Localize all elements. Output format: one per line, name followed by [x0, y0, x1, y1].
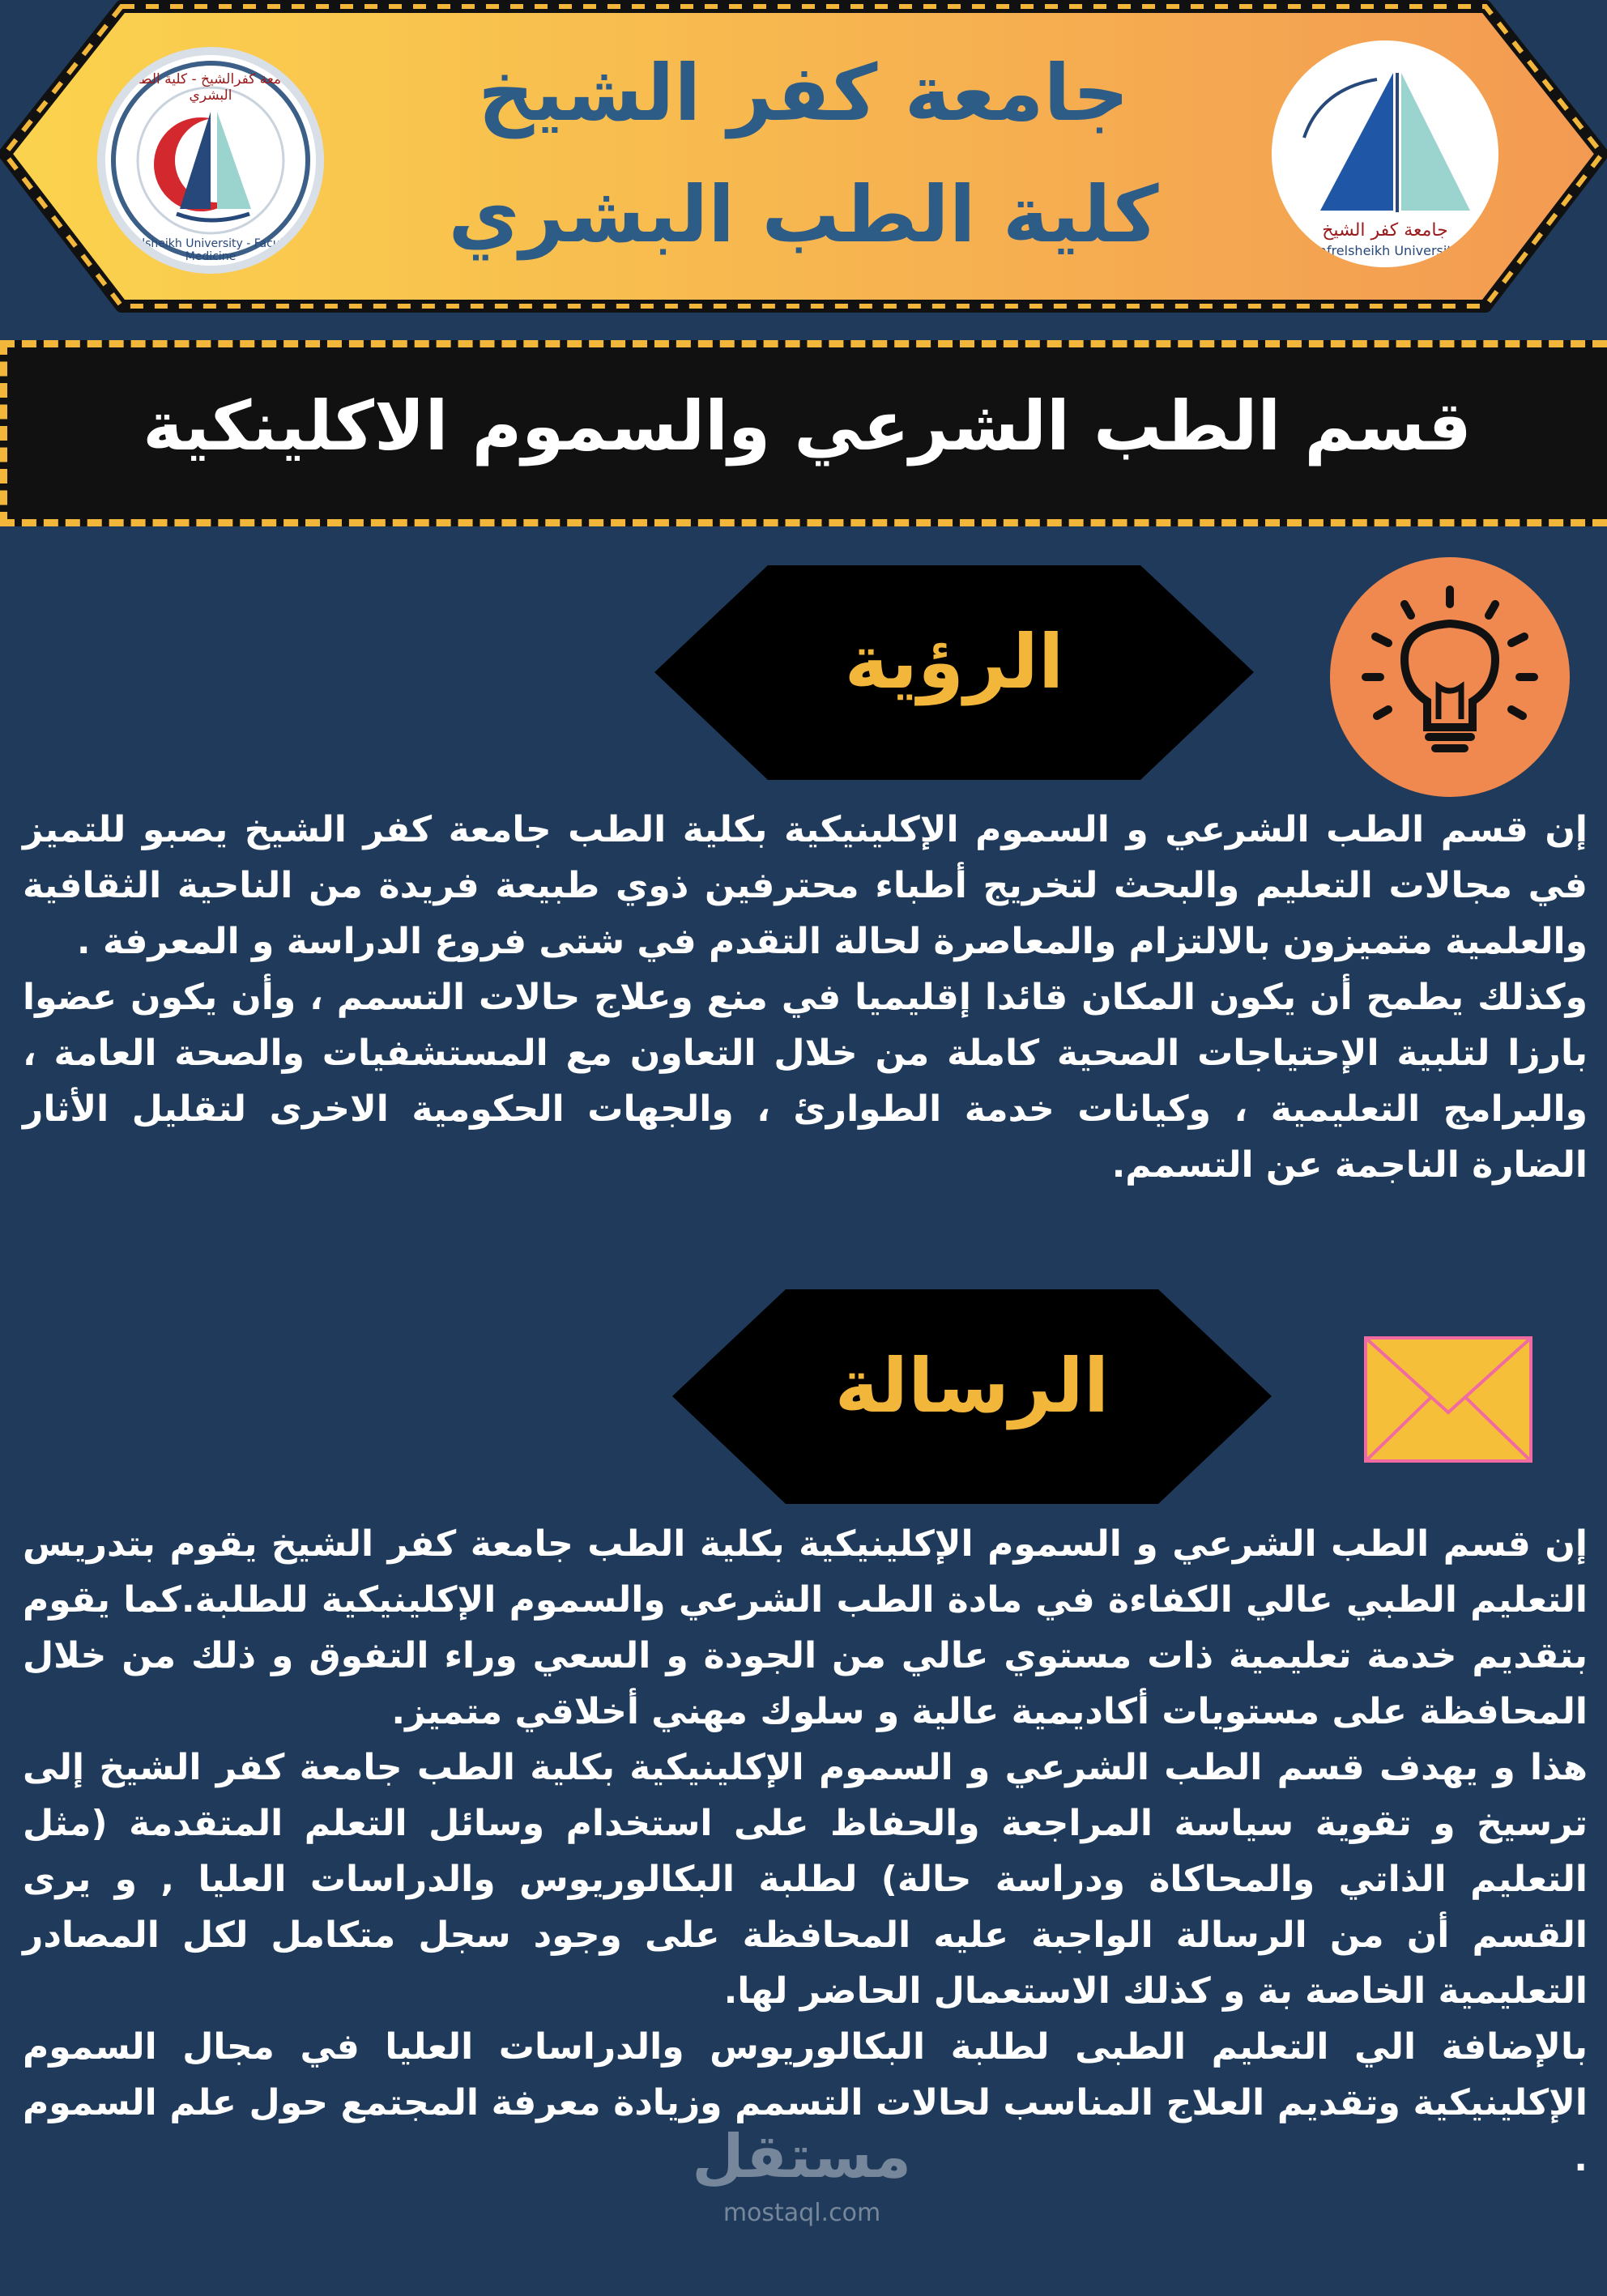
mission-heading-banner: [672, 1289, 1272, 1504]
faculty-logo-text-en: Kafrelsheikh University - Faculty of Medicine: [112, 237, 309, 263]
university-logo-text-en: Kafrelsheikh University: [1310, 243, 1460, 258]
watermark-url: mostaql.com: [723, 2199, 881, 2227]
envelope-icon: [1362, 1335, 1534, 1464]
watermark-logo-text: مستقل: [692, 2122, 911, 2192]
faculty-title: كلية الطب البشري: [448, 169, 1159, 260]
university-logo-text-ar: جامعة كفر الشيخ: [1322, 220, 1448, 241]
vision-paragraph: وكذلك يطمح أن يكون المكان قائدا إقليميا في منع وعلاج حالات التسمم ، وأن يكون عضوا بارزا لتلبية الإحتياجات الصحية كاملة من خلال التعاون مع المستشفيات والصحة العامة ، والبرامج التعليمية ، وكيانات خدمة الطوارئ ، والجهات الحكومية الاخرى لتقليل الأثار الضارة الناجمة عن التسمم.: [23, 977, 1588, 1186]
lightbulb-icon: [1330, 557, 1570, 797]
university-title: جامعة كفر الشيخ: [478, 48, 1129, 138]
university-logo: [1272, 40, 1498, 267]
vision-text: [23, 802, 1588, 1193]
faculty-logo: [97, 47, 324, 274]
vision-heading: الرؤية: [844, 619, 1064, 705]
watermark: [693, 2122, 911, 2243]
mission-paragraph: هذا و يهدف قسم الطب الشرعي و السموم الإكلينيكية بكلية الطب جامعة كفر الشيخ إلى ترسيخ و تقوية سياسة المراجعة والحفاظ على استخدام وسائل التعلم المتقدمة (مثل التعليم الذاتي والمحاكاة ودراسة حالة) لطلبة البكالوريوس والدراسات العليا , و يرى القسم أن من الرسالة الواجبة عليه المحافظة على وجود سجل متكامل لكل المصادر التعليمية الخاصة بة و كذلك الاستعمال الحاضر لها.: [23, 1747, 1588, 2012]
faculty-logo-text-ar: جامعة كفرالشيخ - كلية الطب البشري: [127, 71, 294, 104]
department-title: قسم الطب الشرعي والسموم الاكلينكية: [143, 386, 1472, 466]
mission-text: [23, 1516, 1588, 2187]
mission-heading: الرسالة: [834, 1343, 1110, 1429]
vision-paragraph: إن قسم الطب الشرعي و السموم الإكلينيكية بكلية الطب جامعة كفر الشيخ يصبو للتميز في مجالات التعليم والبحث لتخريج أطباء محترفين ذوي طبيعة فريدة من الناحية الثقافية والعلمية متميزون بالالتزام والمعاصرة لحالة التقدم في شتى فروع الدراسة و المعرفة .: [23, 809, 1588, 962]
mission-paragraph: بالإضافة الي التعليم الطبى لطلبة البكالوريوس والدراسات العليا في مجال السموم الإكلينيكية وتقديم العلاج المناسب لحالات التسمم وزيادة معرفة المجتمع حول علم السموم .: [23, 2026, 1588, 2179]
department-banner: [0, 340, 1607, 526]
mission-paragraph: إن قسم الطب الشرعي و السموم الإكلينيكية بكلية الطب جامعة كفر الشيخ يقوم بتدريس التعليم الطبي عالي الكفاءة في مادة الطب الشرعي والسموم الإكلينيكية للطلبة.كما يقوم بتقديم خدمة تعليمية ذات مستوي عالي من الجودة و السعي وراء التفوق و ذلك من خلال المحافظة على مستويات أكاديمية عالية و سلوك مهني أخلاقي متميز.: [23, 1523, 1588, 1732]
vision-heading-banner: [654, 565, 1254, 780]
